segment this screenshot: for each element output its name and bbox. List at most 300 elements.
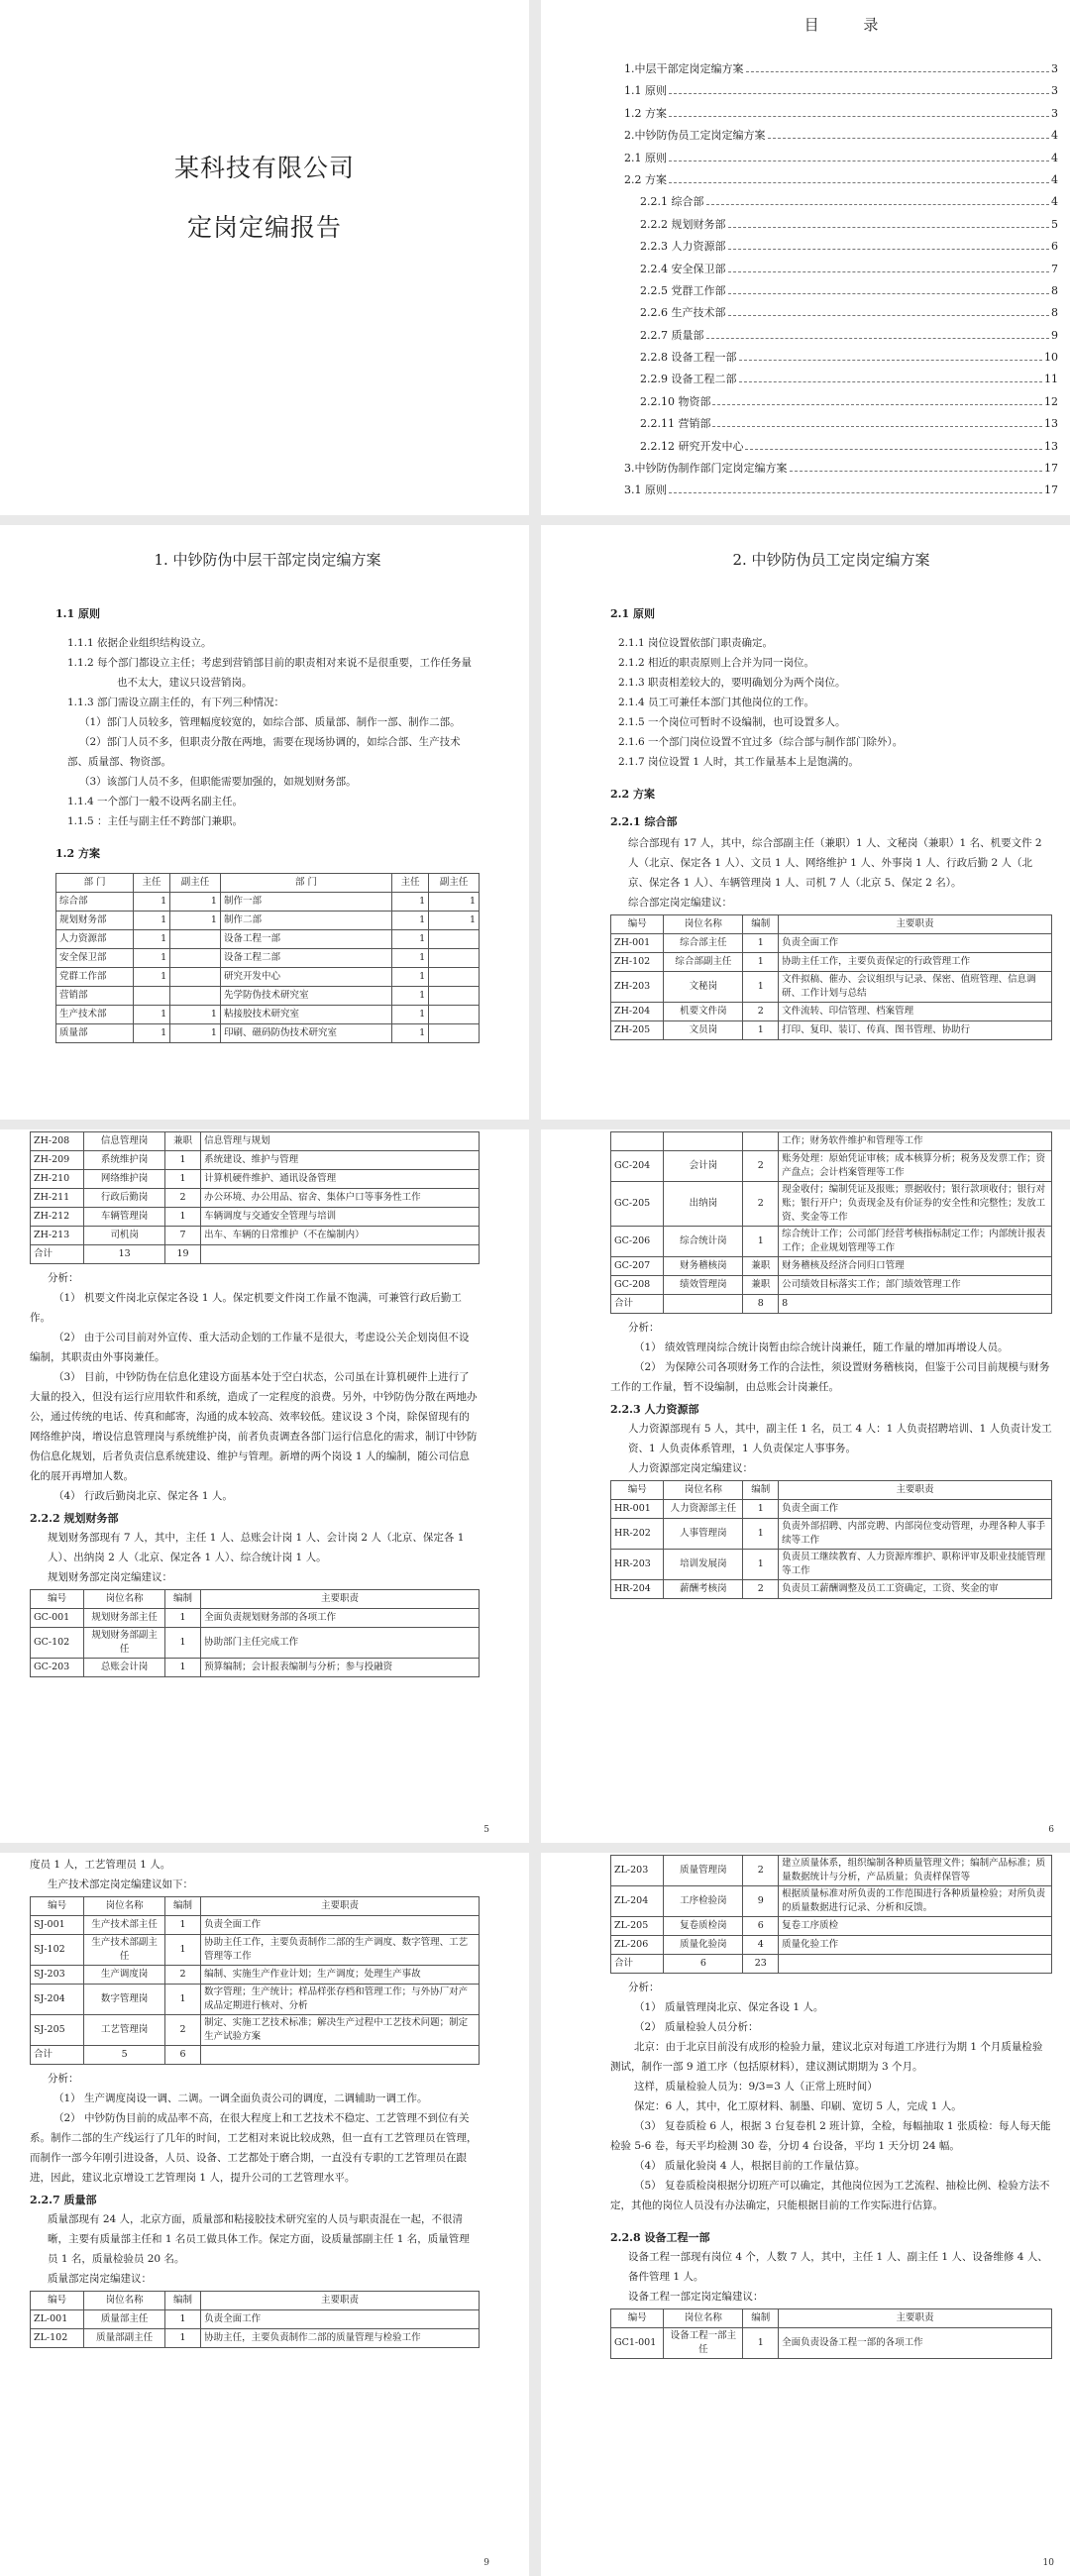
- toc-leader: [739, 381, 1043, 382]
- table-row: [611, 1227, 1052, 1257]
- page-number: 9: [483, 2558, 489, 2568]
- post-table: [610, 2308, 1052, 2359]
- table-header-cell: 部 门: [220, 874, 391, 893]
- table-cell: 8: [779, 1295, 1052, 1314]
- table-row: [56, 893, 480, 912]
- table-cell: GC-001: [31, 1609, 84, 1628]
- toc-entry: [624, 304, 1058, 326]
- table-cell: 信息管理岗: [84, 1132, 165, 1151]
- table-row: [611, 1580, 1052, 1599]
- table-cell: ZL-102: [31, 2329, 84, 2348]
- table-cell: ZL-204: [611, 1886, 664, 1917]
- table-cell: HR-001: [611, 1500, 664, 1519]
- table-cell: 2: [743, 1856, 779, 1886]
- analysis-item: （3） 目前，中钞防伪在信息化建设方面基本处于空白状态，公司虽在计算机硬件上进行了大量的投入，但没有运行应用软件和系统，造成了一定程度的浪费。另外，中钞防伪分散在两地办公，通过传统的电话、传真和邮寄，沟通的成本较高、效率较低。建议设 3 个岗，除保留现有的网络维护岗，增设信息管理岗与系统维护岗，前者负责调查各部门运行信息化的需求，制订中钞防伪信息化规划，后者负责信息系统建设、维护与管理。新增的两个岗设 1 人的编制，随公司信息化的展开再增加人数。: [30, 1371, 478, 1482]
- table-cell: 1: [170, 893, 221, 912]
- toc-entry-title: 2.2.2 规划财务部: [640, 217, 726, 231]
- toc-page-number: 4: [1051, 172, 1058, 186]
- table-row: [56, 912, 480, 930]
- table-cell: ZH-211: [31, 1189, 84, 1208]
- principle-item: （1）部门人员较多，管理幅度较宽的，如综合部、质量部、制作一部、制作二部。: [79, 716, 461, 728]
- table-cell: GC-205: [611, 1182, 664, 1227]
- table-cell: HR-203: [611, 1550, 664, 1580]
- table-row: [31, 1189, 480, 1208]
- table-cell: 数字管理；生产统计；样品样张存档和管理工作；与外协厂对产成品定期进行核对、分析: [201, 1985, 480, 2015]
- page-6: [541, 1129, 1070, 1843]
- page-9: [0, 1853, 529, 2576]
- post-table: [30, 2291, 480, 2348]
- toc-entry: [624, 127, 1058, 149]
- table-header-cell: 主要职责: [201, 1590, 480, 1609]
- table-cell: 数字管理岗: [84, 1985, 165, 2015]
- table-cell: 1: [391, 930, 428, 949]
- table-cell: 质量化验工作: [779, 1936, 1052, 1955]
- table-cell: SJ-102: [31, 1935, 84, 1966]
- toc-entry-title: 3.中钞防伪制作部门定岗定编方案: [624, 462, 788, 476]
- table-cell: GC-207: [611, 1257, 664, 1276]
- table-cell: 生产技术部副主任: [84, 1935, 165, 1966]
- table-cell: 2: [743, 1580, 779, 1599]
- table-cell: 设备工程一部主任: [664, 2328, 743, 2359]
- table-cell: 1: [391, 1006, 428, 1024]
- table-cell: 车辆管理岗: [84, 1208, 165, 1227]
- analysis-item: （2） 为保障公司各项财务工作的合法性，须设置财务稽核岗，但鉴于公司目前规模与财务工作的工作量，暂不设编制，由总账会计岗兼任。: [610, 1361, 1050, 1393]
- principle-item: （2）部门人员不多，但职责分散在两地，需要在现场协调的，如综合部、生产技术部、质量部、物资部。: [67, 736, 461, 768]
- table-cell: 7: [164, 1227, 200, 1245]
- paragraph: 设备工程一部现有岗位 4 个，人数 7 人，其中，主任 1 人、副主任 1 人、设备维修 4 人、备件管理 1 人。: [628, 2251, 1048, 2283]
- table-header-cell: 主要职责: [779, 2309, 1052, 2328]
- table-header-cell: 主要职责: [201, 1897, 480, 1916]
- table-cell: 文秘岗: [664, 972, 743, 1003]
- table-cell: 质量管理岗: [664, 1856, 743, 1886]
- table-cell: 1: [133, 1006, 169, 1024]
- table-cell: 财务稽核及经济合同归口管理: [779, 1257, 1052, 1276]
- table-header-cell: 编号: [31, 1590, 84, 1609]
- table-header-cell: 编号: [611, 915, 664, 934]
- cadre-table: [55, 873, 480, 1043]
- toc-leader: [712, 426, 1042, 427]
- table-cell: [429, 1024, 480, 1043]
- table-header-cell: 编号: [31, 2292, 84, 2310]
- toc-page-number: 6: [1051, 240, 1058, 254]
- toc-page-number: 5: [1051, 217, 1058, 231]
- table-cell: 1: [164, 2329, 200, 2348]
- toc-page-number: 8: [1051, 306, 1058, 320]
- table-cell: 1: [164, 1151, 200, 1170]
- table-cell: 会计岗: [664, 1151, 743, 1182]
- table-cell: SJ-203: [31, 1966, 84, 1985]
- analysis-item: （4） 行政后勤岗北京、保定各 1 人。: [54, 1490, 233, 1502]
- table-row: [31, 2015, 480, 2046]
- analysis-item: （2） 由于公司目前对外宣传、重大活动企划的工作量不是很大，考虑设公关企划岗但不设编制，其职责由外事岗兼任。: [30, 1332, 470, 1363]
- table-cell: 1: [164, 1916, 200, 1935]
- principle-item: 2.1.7 岗位设置 1 人时，其工作量基本上是饱满的。: [618, 756, 859, 768]
- table-cell: 1: [743, 1021, 779, 1040]
- table-cell: [133, 987, 169, 1006]
- table-cell: 生产调度岗: [84, 1966, 165, 1985]
- toc-entry: [624, 393, 1058, 415]
- table-cell: [664, 1295, 743, 1314]
- table-cell: 1: [743, 934, 779, 953]
- toc-leader: [728, 315, 1050, 316]
- table-cell: 1: [743, 1550, 779, 1580]
- table-cell: 建立质量体系，组织编制各种质量管理文件；编制产品标准；质量数据统计与分析，产品质量；负责样保管等: [779, 1856, 1052, 1886]
- table-cell: GC-102: [31, 1628, 84, 1659]
- table-cell: 1: [743, 953, 779, 972]
- table-cell: HR-204: [611, 1580, 664, 1599]
- table-header-cell: 主要职责: [779, 915, 1052, 934]
- table-cell: 质量化验岗: [664, 1936, 743, 1955]
- table-cell: 制作一部: [220, 893, 391, 912]
- table-cell: 党群工作部: [56, 968, 134, 987]
- table-row: [611, 1276, 1052, 1295]
- table-header-cell: 编制: [164, 1590, 200, 1609]
- table-caption: 质量部定岗定编建议：: [48, 2273, 152, 2285]
- table-cell: 协助主任工作，主要负责制作二部的生产调度、数字管理、工艺管理等工作: [201, 1935, 480, 1966]
- toc-leader: [745, 449, 1042, 450]
- toc-leader: [669, 116, 1049, 117]
- table-cell: 1: [170, 912, 221, 930]
- table-cell: 工艺管理岗: [84, 2015, 165, 2046]
- toc-entry: [624, 171, 1058, 193]
- table-cell: GC-203: [31, 1659, 84, 1677]
- table-cell: 合计: [611, 1955, 664, 1974]
- toc-page-number: 7: [1051, 262, 1058, 275]
- table-cell: 协助主任工作，主要负责保定的行政管理工作: [779, 953, 1052, 972]
- table-header-cell: 副主任: [170, 874, 221, 893]
- table-cell: [779, 1955, 1052, 1974]
- table-cell: 1: [164, 2310, 200, 2329]
- table-cell: 兼职: [164, 1132, 200, 1151]
- page-number: 5: [483, 1825, 489, 1835]
- table-cell: [201, 1245, 480, 1264]
- analysis-item: 北京：由于北京目前没有成形的检验力量，建议北京对每道工序进行为期 1 个月质量检验测试，制作一部 9 道工序（包括原材料），建议测试期期为 3 个月。: [610, 2041, 1043, 2073]
- toc-leader: [669, 93, 1049, 94]
- page-number: 6: [1048, 1825, 1054, 1835]
- table-row: [31, 1916, 480, 1935]
- table-cell: 人力资源部: [56, 930, 134, 949]
- cover-report-title: 定岗定编报告: [186, 213, 342, 242]
- table-cell: 2: [164, 1189, 200, 1208]
- table-row: [611, 1500, 1052, 1519]
- toc-entry-title: 2.2.7 质量部: [640, 328, 704, 342]
- toc-entry: [624, 482, 1058, 503]
- toc-entry-title: 2.2.6 生产技术部: [640, 306, 726, 320]
- table-cell: 文件拟稿、催办、会议组织与记录、保密、值班管理、信息调研、工作计划与总结: [779, 972, 1052, 1003]
- toc-page-number: 13: [1044, 417, 1058, 431]
- toc-page-number: 17: [1044, 462, 1058, 476]
- table-cell: 打印、复印、装订、传真、图书管理、协助行: [779, 1021, 1052, 1040]
- table-row: [611, 1132, 1052, 1151]
- table-cell: 规划财务部副主任: [84, 1628, 165, 1659]
- toc-title: 目 录: [803, 16, 899, 34]
- table-header-cell: 主任: [133, 874, 169, 893]
- table-cell: 司机岗: [84, 1227, 165, 1245]
- table-cell: 1: [391, 912, 428, 930]
- table-cell: ZL-001: [31, 2310, 84, 2329]
- table-cell: 先学防伪技术研究室: [220, 987, 391, 1006]
- table-cell: GC-208: [611, 1276, 664, 1295]
- table-cell: 系统建设、维护与管理: [201, 1151, 480, 1170]
- paragraph: 质量部现有 24 人，北京方面，质量部和粘接胶技术研究室的人员与职责混在一起，不很清晰，主要有质量部主任和 1 名员工做具体工作。保定方面，设质量部副主任 1 名，质量管理员 1 名，质量检验员 20 名。: [48, 2213, 470, 2265]
- cover-company-name: 某科技有限公司: [173, 154, 355, 182]
- table-caption: 设备工程一部定岗定编建议：: [628, 2291, 764, 2303]
- chapter-title: 2. 中钞防伪员工定岗定编方案: [732, 551, 930, 569]
- table-cell: 出纳岗: [664, 1182, 743, 1227]
- toc-entry-title: 2.2.5 党群工作部: [640, 283, 726, 297]
- table-cell: 1: [743, 972, 779, 1003]
- toc-entry: [624, 349, 1058, 371]
- analysis-list: [610, 1338, 1052, 1397]
- table-total-row: [611, 1955, 1052, 1974]
- table-cell: 1: [170, 1024, 221, 1043]
- table-cell: 1: [391, 987, 428, 1006]
- toc-entry-title: 2.2.4 安全保卫部: [640, 262, 726, 275]
- table-cell: [201, 2046, 480, 2065]
- table-total-row: [611, 1295, 1052, 1314]
- table-cell: 规划财务部: [56, 912, 134, 930]
- principle-item: 1.1.2 每个部门都设立主任；考虑到营销部目前的职责相对来说不是很重要，工作任务量也不太大，建议只设营销岗。: [67, 657, 473, 689]
- toc-leader: [768, 138, 1050, 139]
- table-cell: 2: [743, 1151, 779, 1182]
- table-header-cell: 编号: [611, 1481, 664, 1500]
- toc-entry-title: 2.2.9 设备工程二部: [640, 373, 737, 386]
- analysis-list: [610, 1997, 1052, 2215]
- table-cell: 负责全面工作: [779, 934, 1052, 953]
- table-cell: ZH-213: [31, 1227, 84, 1245]
- analysis-item: （3） 复卷质检 6 人，根据 3 台复卷机 2 班计算，全检，每幅抽取 1 张质检：每人每天能检验 5-6 卷，每天平均检测 30 卷，分切 4 台设备，平均 1 天分切 24 幅。: [610, 2120, 1051, 2152]
- analysis-item: （5） 复卷质检岗根据分切班产可以确定，其他岗位因为工艺流程、抽检比例、检验方法不定，其他的岗位人员没有办法确定，只能根据目前的工作实际进行估算。: [610, 2180, 1050, 2211]
- table-header-cell: 主任: [391, 874, 428, 893]
- table-row: [611, 953, 1052, 972]
- subsection-heading: 2.2.3 人力资源部: [610, 1403, 699, 1416]
- table-cell: 出车、车辆的日常维护（不在编制内）: [201, 1227, 480, 1245]
- table-cell: 设备工程一部: [220, 930, 391, 949]
- analysis-title: 分析：: [48, 1272, 79, 1284]
- table-row: [611, 1151, 1052, 1182]
- table-row: [31, 1170, 480, 1189]
- table-cell: 1: [429, 893, 480, 912]
- table-cell: GC-206: [611, 1227, 664, 1257]
- table-cell: [429, 949, 480, 968]
- section-heading: 2.2 方案: [610, 788, 655, 801]
- toc-page-number: 13: [1044, 439, 1058, 453]
- toc-entry-title: 2.2.1 综合部: [640, 195, 704, 209]
- toc-page-number: 17: [1044, 483, 1058, 497]
- table-row: [31, 1151, 480, 1170]
- table-cell: 6: [164, 2046, 200, 2065]
- section-heading: 1.1 原则: [55, 607, 100, 620]
- table-cell: 质量部: [56, 1024, 134, 1043]
- toc-page-number: 3: [1051, 106, 1058, 120]
- table-cell: 制作二部: [220, 912, 391, 930]
- paragraph: 综合部现有 17 人，其中，综合部副主任（兼职）1 人、文秘岗（兼职）1 名、机要文件 2 人（北京、保定各 1 人）、文员 1 人、网络维护 1 人、外事岗 1 人、行政后勤 2 人（北京、保定各 1 人）、车辆管理岗 1 人、司机 7 人（北京 5、保定 2 名）。: [628, 837, 1042, 889]
- analysis-item: （1） 生产调度岗设一调、二调。一调全面负责公司的调度，二调辅助一调工作。: [54, 2093, 428, 2104]
- table-total-row: [31, 2046, 480, 2065]
- cover-page: [0, 0, 529, 515]
- table-cell: GC1-001: [611, 2328, 664, 2359]
- table-cell: 工序检验岗: [664, 1886, 743, 1917]
- table-cell: HR-202: [611, 1519, 664, 1550]
- table-cell: ZL-206: [611, 1936, 664, 1955]
- toc-entry-title: 2.中钞防伪员工定岗定编方案: [624, 129, 766, 143]
- toc-page-number: 4: [1051, 129, 1058, 143]
- analysis-item: （4） 质量化验岗 4 人，根据目前的工作量估算。: [634, 2160, 866, 2172]
- analysis-item: 保定：6 人，其中，化工原材料、制墨、印刷、宽切 5 人，完成 1 人。: [634, 2100, 962, 2112]
- table-cell: 研究开发中心: [220, 968, 391, 987]
- table-cell: 1: [391, 1024, 428, 1043]
- paragraph: 度员 1 人，工艺管理员 1 人。: [30, 1859, 171, 1871]
- table-cell: 综合部: [56, 893, 134, 912]
- toc-leader: [706, 204, 1050, 205]
- table-cell: 1: [164, 1208, 200, 1227]
- table-header-cell: 岗位名称: [664, 1481, 743, 1500]
- table-cell: 1: [164, 1935, 200, 1966]
- table-cell: [429, 968, 480, 987]
- principle-item: 1.1.5 ：主任与副主任不跨部门兼职。: [67, 815, 244, 827]
- table-cell: 生产技术部主任: [84, 1916, 165, 1935]
- toc-entry: [624, 150, 1058, 171]
- table-cell: 9: [743, 1886, 779, 1917]
- analysis-item: （1） 绩效管理岗综合统计岗暂由综合统计岗兼任，随工作量的增加再增设人员。: [634, 1342, 1009, 1353]
- principle-item: 2.1.5 一个岗位可暂时不设编制，也可设置多人。: [618, 716, 846, 728]
- table-header-cell: 编制: [164, 1897, 200, 1916]
- section-heading: 2.1 原则: [610, 607, 655, 620]
- table-cell: [170, 930, 221, 949]
- toc-leader: [728, 293, 1050, 294]
- paragraph: 人力资源部现有 5 人，其中，副主任 1 名，员工 4 人：1 人负责招聘培训、1 人负责计发工资、1 人负责体系管理，1 人负责保定人事事务。: [628, 1423, 1052, 1454]
- toc-page-number: 4: [1051, 195, 1058, 209]
- table-cell: ZH-212: [31, 1208, 84, 1227]
- table-cell: SJ-001: [31, 1916, 84, 1935]
- table-cell: 负责全面工作: [201, 1916, 480, 1935]
- toc-leader: [669, 182, 1049, 183]
- table-header-cell: 副主任: [429, 874, 480, 893]
- table-row: [31, 1985, 480, 2015]
- table-cell: [429, 1006, 480, 1024]
- toc-page: [541, 0, 1070, 515]
- table-cell: 兼职: [743, 1276, 779, 1295]
- toc-entry-title: 1.1 原则: [624, 84, 667, 98]
- page-5: [0, 1129, 529, 1843]
- post-table: [30, 1896, 480, 2065]
- table-cell: 人力资源部主任: [664, 1500, 743, 1519]
- table-cell: 8: [743, 1295, 779, 1314]
- table-cell: 23: [743, 1955, 779, 1974]
- table-cell: 质量部主任: [84, 2310, 165, 2329]
- table-cell: 1: [164, 1659, 200, 1677]
- toc-leader: [728, 249, 1050, 250]
- analysis-title: 分析：: [628, 1322, 660, 1334]
- principle-item: 1.1.3 部门需设立副主任的，有下列三种情况：: [67, 697, 285, 708]
- table-cell: ZH-205: [611, 1021, 664, 1040]
- principle-item: 1.1.1 依据企业组织结构设立。: [67, 637, 212, 649]
- toc-leader: [739, 360, 1043, 361]
- post-table: [610, 1855, 1052, 1974]
- table-cell: 1: [133, 912, 169, 930]
- table-row: [611, 1519, 1052, 1550]
- table-cell: 文件流转、印信管理、档案管理: [779, 1003, 1052, 1021]
- table-cell: 人事管理岗: [664, 1519, 743, 1550]
- table-cell: 1: [133, 1024, 169, 1043]
- toc-entry: [624, 105, 1058, 127]
- table-cell: 1: [391, 893, 428, 912]
- toc-page-number: 11: [1044, 373, 1058, 386]
- post-table: [30, 1589, 480, 1677]
- table-cell: 负责全面工作: [201, 2310, 480, 2329]
- table-cell: 1: [743, 1227, 779, 1257]
- table-cell: 机要文件岗: [664, 1003, 743, 1021]
- table-cell: 系统维护岗: [84, 1151, 165, 1170]
- table-cell: 综合部主任: [664, 934, 743, 953]
- table-cell: 行政后勤岗: [84, 1189, 165, 1208]
- table-cell: 复卷质检岗: [664, 1917, 743, 1936]
- table-cell: 2: [164, 1966, 200, 1985]
- table-cell: 全面负责设备工程一部的各项工作: [779, 2328, 1052, 2359]
- table-row: [31, 1935, 480, 1966]
- table-cell: 1: [429, 912, 480, 930]
- table-cell: 账务处理：原始凭证审核；成本核算分析；税务及发票工作；资产盘点；会计档案管理等工作: [779, 1151, 1052, 1182]
- toc-entry: [624, 238, 1058, 260]
- table-cell: 办公环境、办公用品、宿舍、集体户口等事务性工作: [201, 1189, 480, 1208]
- table-row: [611, 2328, 1052, 2359]
- toc-page-number: 4: [1051, 151, 1058, 164]
- table-row: [56, 930, 480, 949]
- table-cell: 信息管理与规划: [201, 1132, 480, 1151]
- table-header-cell: 编号: [31, 1897, 84, 1916]
- toc-leader: [706, 338, 1050, 339]
- table-row: [31, 1966, 480, 1985]
- principle-item: 2.1.4 员工可兼任本部门其他岗位的工作。: [618, 697, 815, 708]
- table-cell: 1: [743, 1500, 779, 1519]
- table-cell: 编制、实施生产作业计划；生产调度；处理生产事故: [201, 1966, 480, 1985]
- toc-entry: [624, 460, 1058, 482]
- table-row: [31, 1609, 480, 1628]
- analysis-title: 分析：: [48, 2073, 79, 2085]
- section-heading: 1.2 方案: [55, 847, 100, 860]
- principles-list: [55, 633, 480, 831]
- table-cell: [170, 987, 221, 1006]
- table-caption: 人力资源部定岗定编建议：: [628, 1462, 753, 1474]
- table-cell: 1: [743, 2328, 779, 2359]
- table-cell: 生产技术部: [56, 1006, 134, 1024]
- principles-list: [610, 633, 1052, 772]
- table-row: [31, 1132, 480, 1151]
- table-row: [611, 1003, 1052, 1021]
- table-row: [31, 2329, 480, 2348]
- table-cell: 营销部: [56, 987, 134, 1006]
- principle-item: 2.1.3 职责相差较大的，要明确划分为两个岗位。: [618, 677, 846, 689]
- toc-entry-title: 2.1 原则: [624, 151, 667, 164]
- toc-page-number: 3: [1051, 84, 1058, 98]
- table-cell: 规划财务部主任: [84, 1609, 165, 1628]
- table-cell: 设备工程二部: [220, 949, 391, 968]
- table-cell: 1: [164, 1170, 200, 1189]
- principle-item: 2.1.2 相近的职责原则上合并为同一岗位。: [618, 657, 815, 669]
- table-cell: 1: [170, 1006, 221, 1024]
- table-row: [56, 1024, 480, 1043]
- table-cell: [429, 987, 480, 1006]
- table-row: [31, 1227, 480, 1245]
- table-row: [611, 1182, 1052, 1227]
- toc-entry: [624, 438, 1058, 460]
- table-header-cell: 编制: [164, 2292, 200, 2310]
- table-header-cell: 部 门: [56, 874, 134, 893]
- table-row: [611, 1917, 1052, 1936]
- page-10: [541, 1853, 1070, 2576]
- table-cell: 综合统计岗: [664, 1227, 743, 1257]
- table-cell: 制定、实施工艺技术标准；解决生产过程中工艺技术问题；制定生产试验方案: [201, 2015, 480, 2046]
